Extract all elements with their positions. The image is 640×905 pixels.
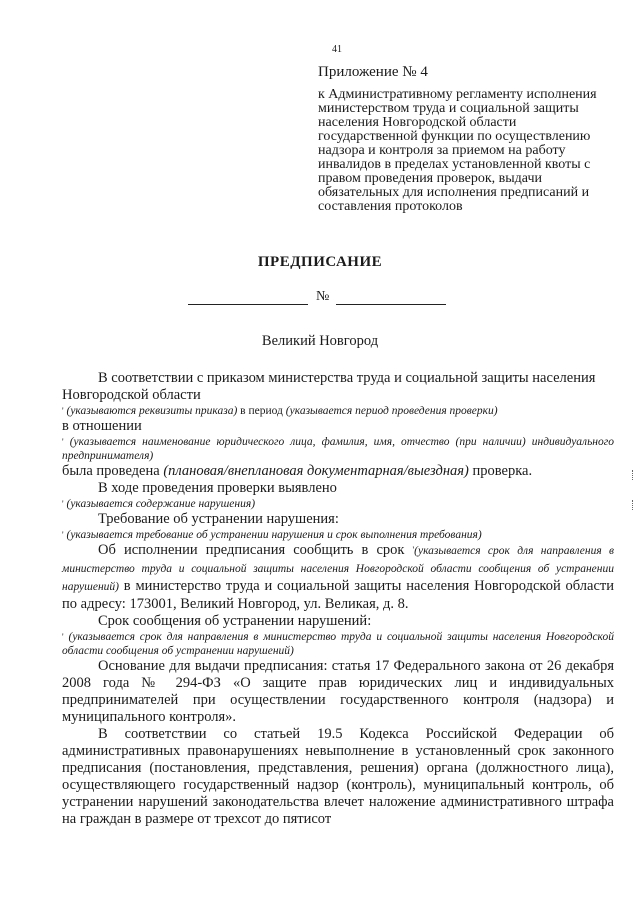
- city: Великий Новгород: [261, 333, 379, 349]
- hint-requirement-text: (указывается требование об устранении нарушения и срок выполнения требования): [66, 529, 482, 541]
- document-body: [62, 370, 614, 828]
- report-deadline-address: в министерство труда и социальной защиты населения Новгородской области по адресу: 173001, Великий Новгород, ул. Великая, д. 8.: [62, 578, 614, 612]
- hint-violation-text: (указывается содержание нарушения): [66, 498, 256, 510]
- date-blank: [188, 304, 308, 305]
- hint-order-details: (указываются реквизиты приказа): [66, 405, 238, 417]
- footnote-mark: ': [412, 545, 415, 555]
- scan-edge-mark: [632, 500, 636, 510]
- hint-order: [62, 404, 614, 418]
- hint-report-term: [62, 630, 614, 658]
- footnote-mark: ': [62, 499, 64, 509]
- inspection-type-hint: (плановая/внеплановая документарная/выездная): [163, 463, 469, 479]
- hint-violation: [62, 497, 614, 511]
- paragraph-report-term: Срок сообщения об устранении нарушений:: [98, 613, 372, 629]
- report-deadline-hint: (указывается срок для направления в министерство труда и социальной защиты населения Новгородской области сообщения об устранении нарушений): [62, 545, 614, 593]
- annex-title: Приложение № 4: [318, 64, 428, 80]
- number-blank: [336, 304, 446, 305]
- paragraph-regarding: в отношении: [62, 418, 142, 434]
- hint-inspection-period: (указывается период проведения проверки): [285, 405, 498, 417]
- footnote-mark: ': [62, 632, 64, 642]
- number-line: [188, 288, 458, 306]
- hint-entity: [62, 435, 614, 463]
- paragraph-liability: В соответствии со статьей 19.5 Кодекса Российской Федерации об административных правонарушениях невыполнение в установленный срок законного предписания (постановления, представления, решения) органа (должностного лица), осуществляющего государственный надзор (контроль), муниципальный контроль, об устранении нарушений законодательства влечет наложение административного штрафа на граждан в размере от трехсот до пятисот: [62, 726, 614, 827]
- hint-requirement: [62, 528, 614, 542]
- paragraph-requirement: Требование об устранении нарушения:: [98, 511, 339, 527]
- annex-block: [318, 64, 618, 214]
- paragraph-found: В ходе проведения проверки выявлено: [98, 480, 337, 496]
- footnote-mark: ': [62, 530, 64, 540]
- number-sign: №: [316, 289, 330, 304]
- hint-period-joiner: в период: [237, 405, 286, 417]
- paragraph-order-cont: Новгородской области: [62, 387, 201, 403]
- report-deadline-prefix: Об исполнении предписания сообщить в срок: [98, 542, 413, 558]
- page-number: 41: [332, 44, 342, 55]
- paragraph-legal-basis: Основание для выдачи предписания: статья 17 Федерального закона от 26 декабря 2008 года № 294-ФЗ «О защите прав юридических лиц и индивидуальных предпринимателей при осуществлении государственного контроля (надзора) и муниципального контроля».: [62, 658, 614, 725]
- hint-report-term-text: (указывается срок для направления в министерство труда и социальной защиты населения Новгородской области сообщения об устранении нарушений): [62, 631, 615, 657]
- footnote-mark: ': [62, 437, 64, 447]
- annex-text: к Административному регламенту исполнения министерством труда и социальной защиты населения Новгородской области государственной функции по осуществлению надзора и контроля за приемом на работу инвалидов в пределах установленной квоты с правом проведения проверок, выдачи обязательных для исполнения предписаний и составления протоколов: [318, 87, 597, 214]
- inspection-suffix: проверка.: [468, 463, 533, 479]
- document-title: ПРЕДПИСАНИЕ: [257, 254, 383, 270]
- scan-edge-mark: [632, 470, 636, 480]
- paragraph-order: В соответствии с приказом министерства труда и социальной защиты населения: [98, 370, 596, 386]
- hint-entity-text: (указывается наименование юридического лица, фамилия, имя, отчество (при наличии) индивидуального предпринимателя): [62, 436, 614, 462]
- footnote-mark: ': [62, 406, 64, 416]
- paragraph-inspection-type: [62, 463, 614, 480]
- paragraph-report-deadline: [62, 542, 614, 613]
- inspection-prefix: была проведена: [62, 463, 164, 479]
